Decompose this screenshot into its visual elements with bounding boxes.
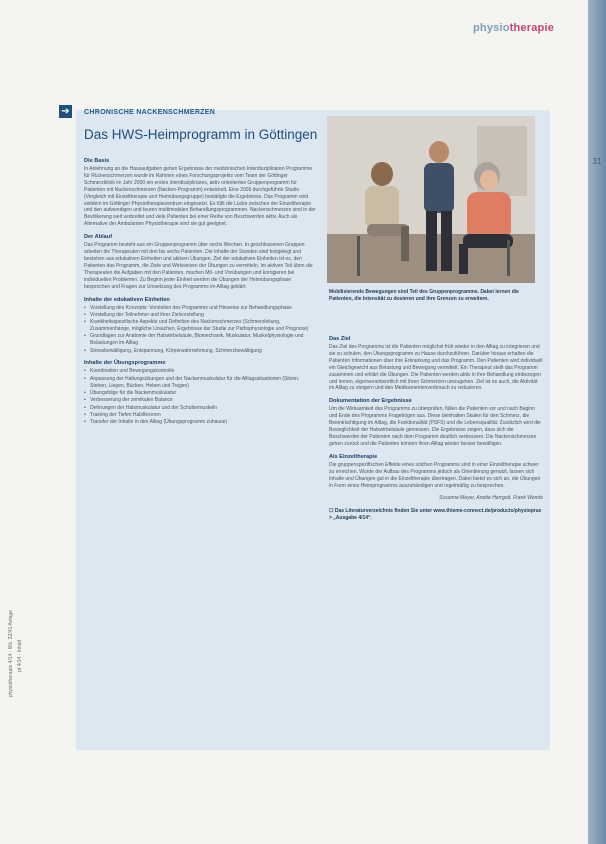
- ablauf-heading: Der Ablauf: [84, 234, 113, 241]
- list-item: • Koordination und Bewegungskontrolle: [84, 368, 316, 375]
- page-number: 31: [592, 157, 602, 166]
- photo-caption: Mobilisierende Bewegungen sind Teil des Gruppenprogramms. Dabei lernen die Patienten, die Intensität zu dosieren und ihre Grenzen zu erweitern.: [329, 289, 519, 302]
- list-item: • Stressbewältigung, Entspannung, Körperwahrnehmung, Schmerzbewältigung: [84, 348, 316, 355]
- article-title: Das HWS-Heimprogramm in Göttingen: [84, 127, 318, 142]
- list-item: • Grundlagen zur Anatomie der Halswirbelsäule, Biomechanik, Muskulatur, Muskelphysiologie und Belastungen im Alltag: [84, 333, 316, 347]
- list-item: • Anpassung der Haltungsübungen und der Nackenmuskulatur für die Alltagssituationen (Sitzen, Stehen, Liegen, Bücken, Heben und Tragen): [84, 376, 316, 390]
- list-item: • Transfer der Inhalte in den Alltag (Übungsprogramm zuhause): [84, 419, 316, 426]
- doku-heading: Dokumentation der Ergebnisse: [329, 398, 412, 405]
- list-item: • Vorstellung der Teilnehmer und ihrer Zielvorstellung: [84, 312, 316, 319]
- uebung-list: [84, 368, 316, 426]
- list-item: • Dehnungen der Halsmuskulatur und der Schultermuskeln: [84, 405, 316, 412]
- doku-text: Um die Wirksamkeit des Programms zu überprüfen, füllen die Patienten vor und nach Beginn und Ende des Programms Fragebögen aus. Diese beinhalten Skalen für den Schmerz, die Beeinträchtigung im Alltag, die Funktionalität (PSFS) und die Lebensqualität. Zusätzlich wird die Beweglichkeit der Halswirbelsäule gemessen. Die Ergebnisse zeigen, dass sich die Beschwerden der Patienten nach dem Programm deutlich verbessern. Die Nackenschmerzen gehen zurück und die Patienten können ihren Alltag wieder besser bewältigen.: [329, 406, 541, 447]
- uebung-heading: Inhalte der Übungsprogramme: [84, 360, 166, 367]
- arrow-right-icon: ➔: [59, 105, 72, 118]
- brand-therapie: therapie: [509, 22, 555, 34]
- right-column: [329, 336, 543, 528]
- ablauf-text: Das Programm besteht aus ein Gruppenprogramm über sechs Wochen. In geschlossenen Gruppen arbeiten die Therapeuten mit drei bis sechs Patienten. Die Inhalte der Stunden sind festgelegt und bestehen aus edukativen Einheiten und aktiven Übungen. Ziel der edukativen Einheiten ist es, den Patienten das Programm, die Ziele und Wirkweisen der Übungen zu vermitteln. Im aktiven Teil üben die Therapeuten die Aufgaben mit den Patienten, machen Mit- und Vorübungen und korrigieren bei individuellen Problemen. Zu Beginn jeder Einheit werden die Übungen der Heimübungsphase besprochen und Fragen zur Umsetzung des Programms im Alltag geklärt.: [84, 242, 313, 290]
- list-item: • Training der Tiefen Halsflexoren: [84, 412, 316, 419]
- einsatz-heading: Als Einzeltherapie: [329, 453, 378, 460]
- left-column: [84, 158, 316, 432]
- spine-line-2: pt 4/14 · Inhalt: [17, 640, 23, 672]
- group-exercise-photo: [327, 116, 535, 283]
- list-item: • Krankheitsspezifische Aspekte und Definition des Nackenschmerzes (Schmerzleitung, Zusammenhänge, mögliche Ursachen, Ergebnisse der Studie zur Pathophysiologie und Prognose): [84, 319, 316, 333]
- magazine-brand: [473, 22, 554, 34]
- article-authors: Susanne Meyer, Anette Herrgott, Frank Wende: [439, 495, 543, 502]
- binding-spine-text: [8, 610, 32, 810]
- literature-reference: [329, 508, 543, 522]
- list-item: • Übungsfolge für die Nackenmuskulatur: [84, 390, 316, 397]
- einsatz-text: Die gruppenspezifischen Effekte eines solchen Programms sind in einer Einzeltherapie schwer zu erreichen. Wurde der Aufbau des Programms jedoch als Orientierung genutzt, lassen sich Inhalte und Übungen gut in die Einzeltherapie übertragen. Dabei bietet es sich an, die Übungen in Form eines Heimprogramms auszuhändigen und regelmäßig zu besprechen.: [329, 461, 541, 489]
- basis-heading: Die Basis: [84, 158, 110, 164]
- list-item: • Vorstellung des Konzepts: Vorstellen des Programms und Hinweise zur Behandlungsphase: [84, 305, 316, 312]
- brand-physio: physio: [473, 22, 510, 34]
- ziel-text: Das Ziel des Programms ist die Patienten möglichst früh wieder in den Alltag zu integrieren und sie zu schulen, den Übungsprogramm zu Hause durchzuführen. Darüber hinaus erhalten die Patienten Informationen über ihre Erkrankung und das Programm. Den Patienten wird individuell ein Gleichgewicht aus Belastung und Bewegung vermittelt. Ein Therapeut stellt das Programm zusammen und erklärt die Übungen. Die Patienten werden aktiv in ihre Behandlung einbezogen und lernen, eigenverantwortlich mit ihren Schmerzen umzugehen. Ziel ist es auch, die Aktivität im Alltag zu steigern und den Medikamentenverbrauch zu reduzieren.: [329, 344, 543, 392]
- photo-illustration: [327, 116, 535, 283]
- edukativ-heading: Inhalte der edukativen Einheiten: [84, 296, 170, 303]
- list-item: • Verbesserung der zervikalen Balance: [84, 397, 316, 404]
- edukativ-list: [84, 305, 316, 355]
- reference-text: Das Literaturverzeichnis finden Sie unter www.thieme-connect.de/products/physioprax > „Ausgabe 4/14“.: [329, 508, 542, 522]
- reference-marker: ☐: [329, 508, 335, 515]
- ziel-heading: Das Ziel: [329, 336, 351, 342]
- spine-line-1: physiotherapie 4/14 · Wk. 32/41 Anlage: [8, 610, 14, 698]
- basis-text: In Anlehnung an die Hausaufgaben geben Ergebnisse der medizinischen Interdisziplinären Programme für Rückenschmerzen wurde im Rahmen eines Forschungsprojekts vom Team der Göttinger Schmerzklinik im Jahr 2000 ein erstes interdisziplinäres, aktiv orientiertes Gruppenprogramm für Patienten mit Nackenschmerzen (Nacken-Programm) entwickelt. Eine 2003 durchgeführte Studie (Vergleich mit Einzeltherapie und Heimübungsgruppe) bestätigte die Ergebnisse. Das Programm wird seitdem im Göttinger Physiotherapiezentrum eingesetzt. Es füllt die Lücke zwischen der Einzeltherapie und den aufwendigen und teuren multimodalen Behandlungsprogrammen. Nackenschmerzen sind in der Bevölkerung weit verbreitet und viele Patienten bei einer Reihe von Beschwerden aktiv. Auch als Alternative der Ambulanten Physiotherapie sind sie gut geeignet.: [84, 166, 316, 228]
- article-kicker: CHRONISCHE NACKENSCHMERZEN: [84, 109, 216, 116]
- page-edge-bar: [588, 0, 606, 844]
